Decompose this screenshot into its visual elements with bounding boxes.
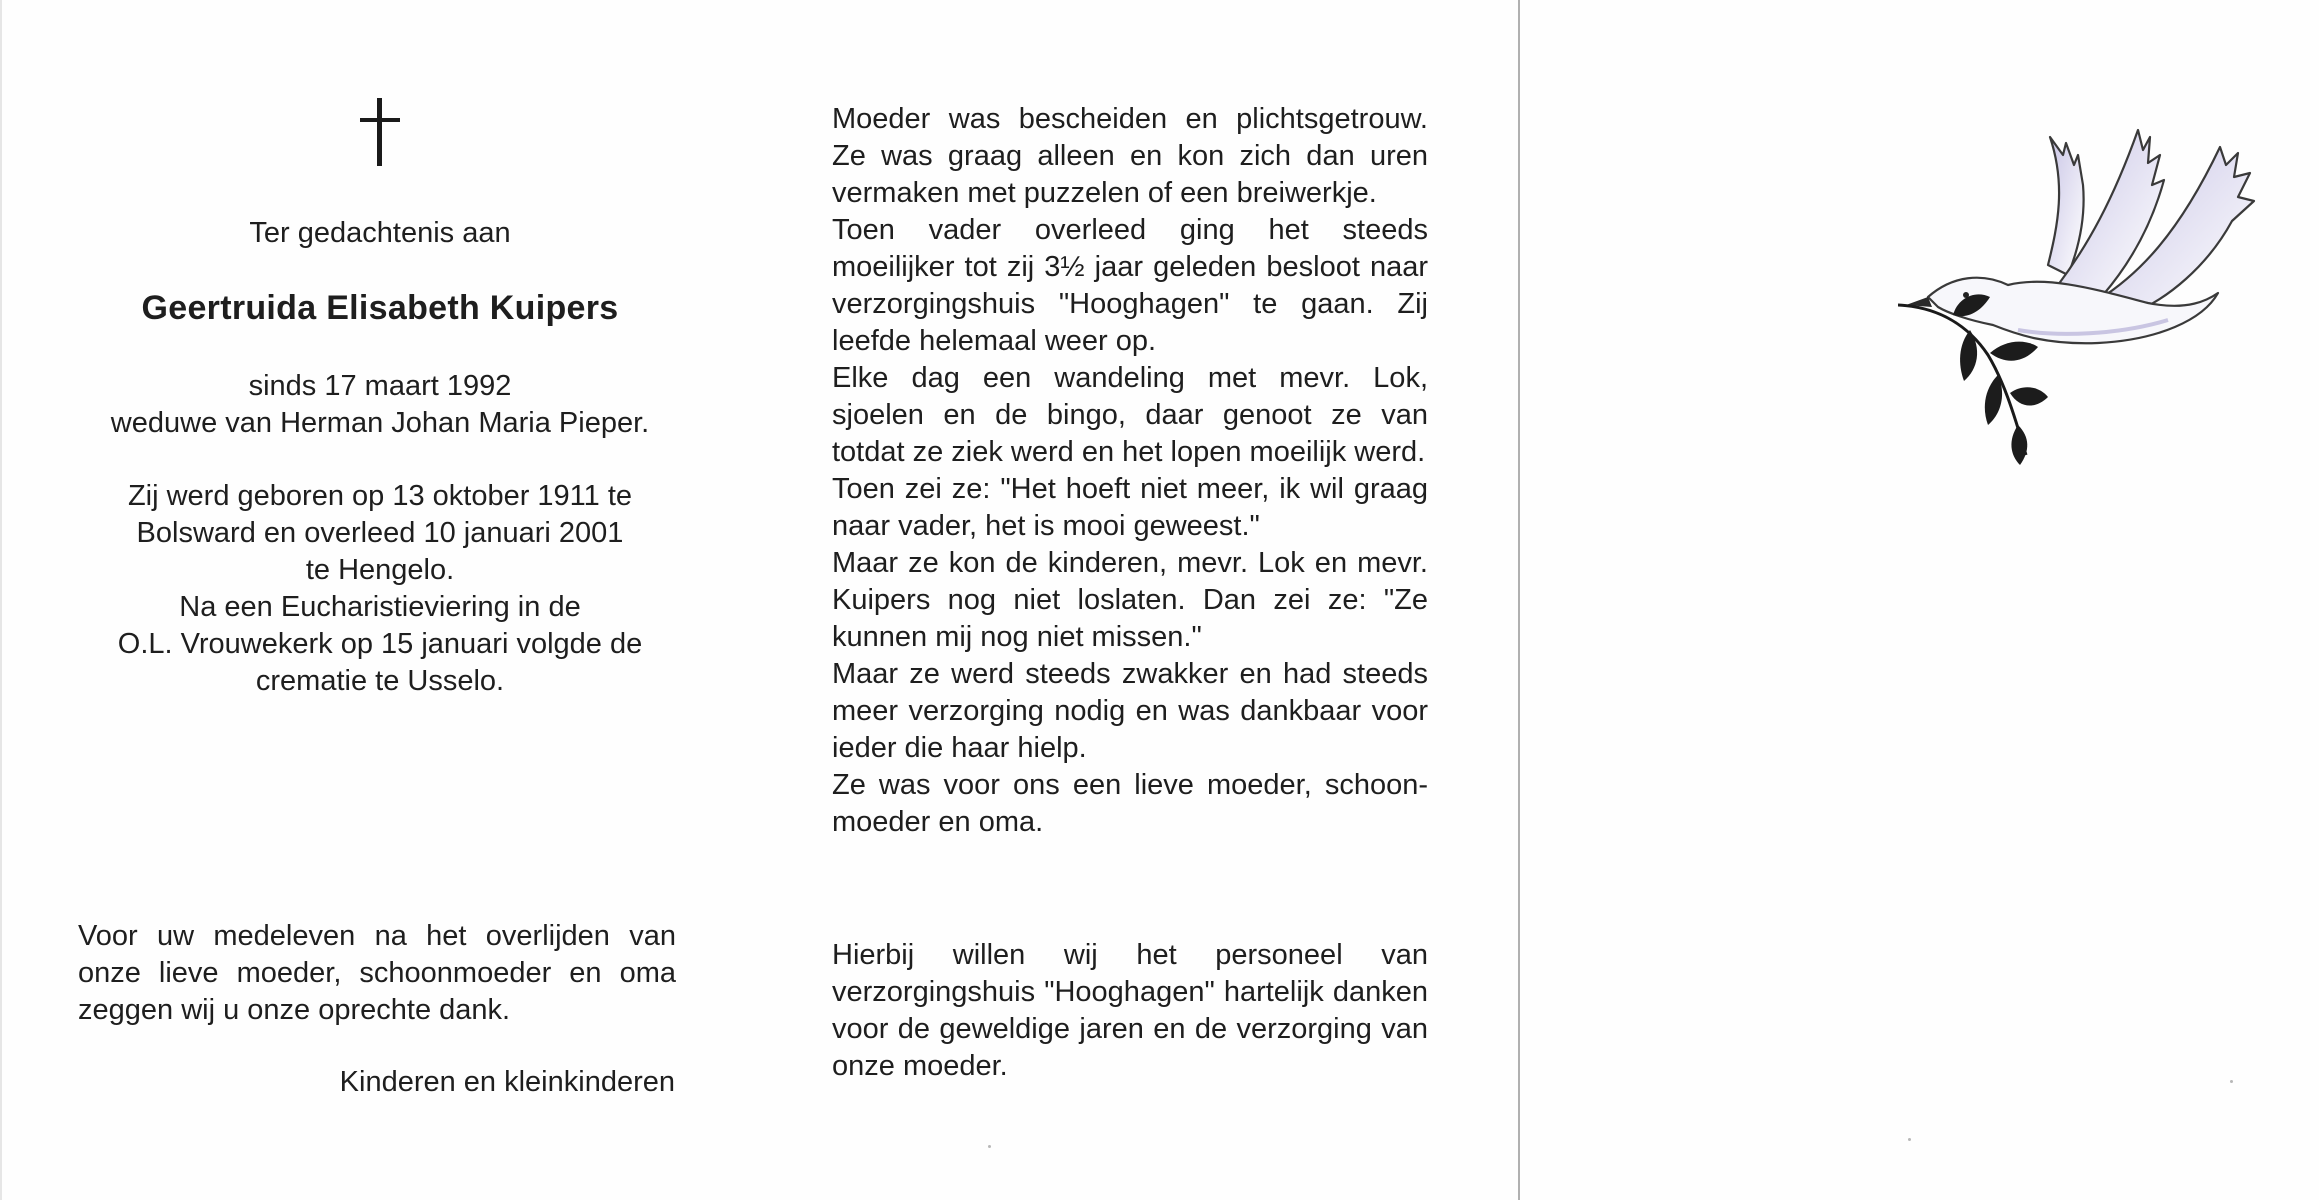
cross-icon (358, 98, 402, 166)
story-paragraph: Moeder was bescheiden en plichtsgetrouw. Ze was graag alleen en kon zich dan uren vermaken met puzzelen of een breiwerkje. (832, 103, 1428, 209)
story-paragraph: Ze was voor ons een lieve moeder, schoon-moeder en oma. (832, 769, 1428, 838)
staff-thanks: Hierbij willen wij het personeel van verzorgingshuis "Hooghagen" hartelijk danken voor de geweldige jaren en de verzorging van onze moeder. (832, 939, 1428, 1082)
bio-line: Na een Eucharistieviering in de (179, 591, 581, 623)
bio-line: te Hengelo. (305, 554, 455, 586)
paper-speck (988, 1145, 991, 1148)
paper-speck (1908, 1138, 1911, 1141)
bio-line: crematie te Usselo. (255, 665, 505, 697)
dove-with-olive-branch-icon (1898, 125, 2260, 470)
story-paragraph: Maar ze werd steeds zwakker en had steeds meer verzorging nodig en was dankbaar voor ieder die haar hielp. (832, 658, 1428, 764)
bio-line: Bolsward en overleed 10 januari 2001 (136, 517, 624, 549)
signoff: Kinderen en kleinkinderen (339, 1066, 675, 1098)
story-paragraph: Toen zei ze: "Het hoeft niet meer, ik wil graag naar vader, het is mooi geweest." (832, 473, 1428, 542)
since-line: sinds 17 maart 1992 (248, 370, 512, 402)
widow-info (60, 368, 700, 442)
story-paragraph: Elke dag een wandeling met mevr. Lok, sjoelen en de bingo, daar genoot ze van totdat ze ziek werd en het lopen moeilijk werd. (832, 362, 1428, 468)
life-story (832, 101, 1428, 841)
intro-text: Ter gedachtenis aan (249, 217, 511, 249)
biography (60, 478, 700, 700)
bio-line: O.L. Vrouwekerk op 15 januari volgde de (117, 628, 643, 660)
bio-line: Zij werd geboren op 13 oktober 1911 te (127, 480, 633, 512)
card-fold-line (1518, 0, 1520, 1200)
condolence-thanks: Voor uw medeleven na het overlijden van onze lieve moeder, schoonmoeder en oma zeggen wij u onze oprechte dank. (78, 920, 676, 1026)
card-edge (0, 0, 2, 1200)
deceased-name: Geertruida Elisabeth Kuipers (141, 289, 619, 327)
paper-speck (2230, 1080, 2233, 1083)
widow-line: weduwe van Herman Johan Maria Pieper. (110, 407, 650, 439)
story-paragraph: Toen vader overleed ging het steeds moeilijker tot zij 3½ jaar geleden besloot naar verzorgingshuis "Hooghagen" te gaan. Zij leefde helemaal weer op. (832, 214, 1428, 357)
story-paragraph: Maar ze kon de kinderen, mevr. Lok en mevr. Kuipers nog niet loslaten. Dan zei ze: "Ze kunnen mij nog niet missen." (832, 547, 1428, 653)
